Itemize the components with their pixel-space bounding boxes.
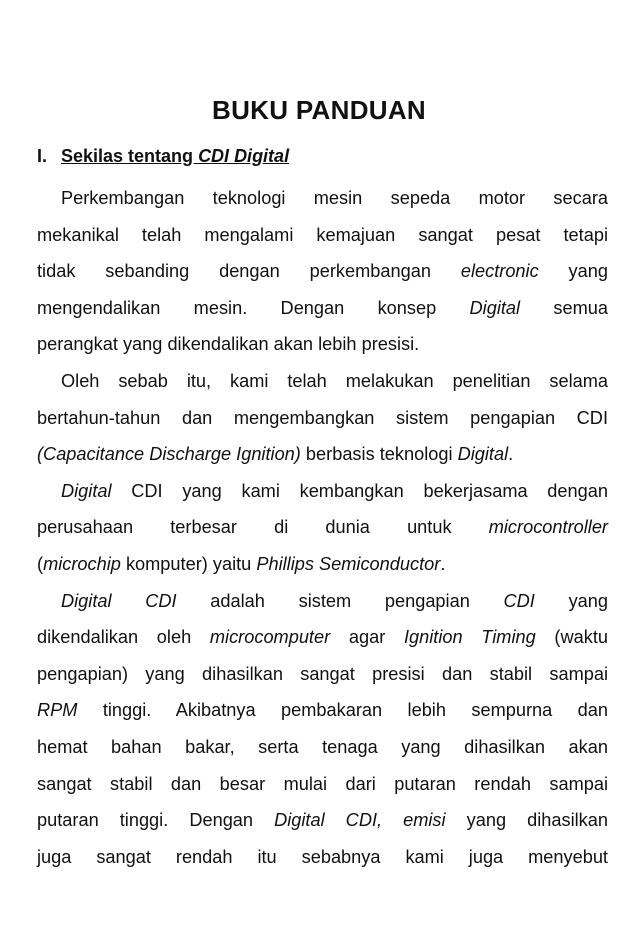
section-label xyxy=(61,146,289,166)
text-span: yang xyxy=(538,261,608,282)
text-span: Oleh sebab itu, kami telah melakukan penelitian selama xyxy=(61,370,608,391)
italic-text: Digital xyxy=(457,444,509,465)
text-line xyxy=(37,363,608,400)
text-span: dikendalikan oleh xyxy=(37,627,210,648)
document-title: BUKU PANDUAN xyxy=(212,95,426,125)
text-span: pengapian) yang dihasilkan sangat presisi dan stabil sampai xyxy=(37,663,608,684)
italic-text: Ignition Timing xyxy=(403,627,536,648)
section-number: I. xyxy=(37,146,48,166)
paragraph xyxy=(37,583,608,876)
text-span: yang dihasilkan xyxy=(445,810,608,831)
text-line xyxy=(37,839,608,876)
text-span: perusahaan terbesar di dunia untuk xyxy=(37,517,489,538)
text-span: mengendalikan mesin. Dengan konsep xyxy=(37,297,470,318)
italic-text: microcomputer xyxy=(209,627,331,648)
body-text xyxy=(37,180,608,875)
section-heading xyxy=(37,146,289,167)
paragraph xyxy=(37,473,608,583)
text-span: CDI yang kami kembangkan bekerjasama dengan xyxy=(111,480,608,501)
text-span: mekanikal telah mengalami kemajuan sangat pesat tetapi xyxy=(37,224,608,245)
text-line xyxy=(37,766,608,803)
text-line xyxy=(37,656,608,693)
text-span: bertahun-tahun dan mengembangkan sistem pengapian CDI xyxy=(37,407,608,428)
italic-text: microchip xyxy=(43,553,121,574)
italic-text: microcontroller xyxy=(488,517,608,538)
text-span: agar xyxy=(330,627,404,648)
text-line xyxy=(37,692,608,729)
italic-text: CDI xyxy=(503,590,535,611)
text-line xyxy=(37,253,608,290)
text-line xyxy=(37,400,608,437)
text-line xyxy=(37,180,608,217)
paragraph xyxy=(37,180,608,363)
italic-text: Digital CDI, emisi xyxy=(274,810,446,831)
italic-text: Digital xyxy=(61,480,112,501)
text-line xyxy=(37,436,608,473)
text-line xyxy=(37,509,608,546)
text-span: yang xyxy=(534,590,609,611)
italic-text: Digital xyxy=(469,297,521,318)
text-span: sangat stabil dan besar mulai dari putaran rendah sampai xyxy=(37,773,608,794)
text-span: ( xyxy=(37,553,44,574)
section-label-text: Sekilas tentang xyxy=(61,146,199,166)
section-label-italic: CDI Digital xyxy=(198,146,290,166)
italic-text: RPM xyxy=(37,700,78,721)
text-line xyxy=(37,583,608,620)
text-span: komputer) yaitu xyxy=(120,553,257,574)
text-span: putaran tinggi. Dengan xyxy=(37,810,275,831)
italic-text: Digital CDI xyxy=(61,590,177,611)
text-span: . xyxy=(440,553,446,574)
text-line xyxy=(37,546,608,583)
text-span: tidak sebanding dengan perkembangan xyxy=(37,261,461,282)
text-span: . xyxy=(508,444,514,465)
text-span: juga sangat rendah itu sebabnya kami juga menyebut xyxy=(37,846,608,867)
italic-text: Phillips Semiconductor xyxy=(256,553,441,574)
text-span: adalah sistem pengapian xyxy=(176,590,504,611)
text-line xyxy=(37,217,608,254)
text-line xyxy=(37,290,608,327)
text-span: berbasis teknologi xyxy=(300,444,458,465)
text-line xyxy=(37,619,608,656)
text-line xyxy=(37,802,608,839)
text-line xyxy=(37,473,608,510)
italic-text: electronic xyxy=(460,261,539,282)
paragraph xyxy=(37,363,608,473)
italic-text: (Capacitance Discharge Ignition) xyxy=(37,444,301,465)
text-span: perangkat yang dikendalikan akan lebih presisi. xyxy=(37,334,420,355)
text-span: semua xyxy=(520,297,608,318)
text-line xyxy=(37,729,608,766)
text-span: Perkembangan teknologi mesin sepeda motor secara xyxy=(61,188,608,208)
text-line xyxy=(37,326,608,363)
text-span: tinggi. Akibatnya pembakaran lebih sempurna dan xyxy=(77,700,608,721)
text-span: (waktu xyxy=(535,627,608,648)
text-span: hemat bahan bakar, serta tenaga yang dihasilkan akan xyxy=(37,736,608,757)
